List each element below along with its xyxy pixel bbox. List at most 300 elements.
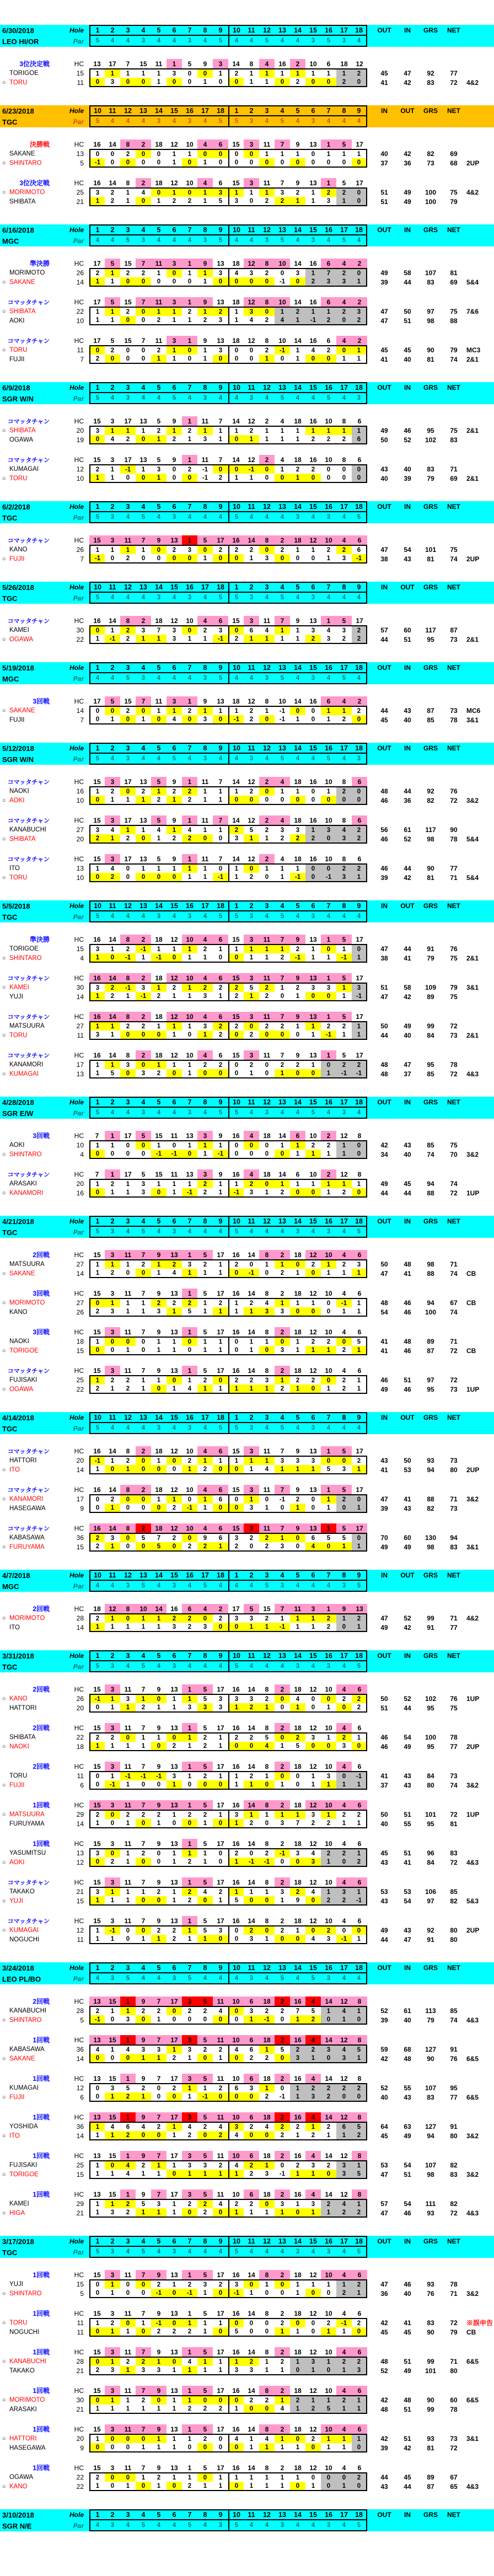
hc-stroke-cell: 1 xyxy=(182,1800,197,1810)
total-value: 47 xyxy=(404,69,411,77)
score-cell: 3 xyxy=(105,2208,120,2218)
player-name: NOGUCHI xyxy=(9,2328,40,2336)
score-cell: 1 xyxy=(197,2318,213,2327)
par-value: 4 xyxy=(352,36,367,47)
hc-stroke-cell: 18 xyxy=(294,816,302,824)
score-cell: 1 xyxy=(290,1504,305,1513)
player-name: TORU xyxy=(9,874,28,881)
hole-number: 10 xyxy=(89,1570,105,1581)
hc-stroke-cell: 8 xyxy=(265,2464,269,2472)
hc-stroke-cell: 15 xyxy=(93,2309,101,2317)
score-cell: 1 xyxy=(336,2279,352,2289)
player-hc: 11 xyxy=(77,346,84,354)
player-name: MATSUURA xyxy=(9,1260,45,1268)
hole-number: 3 xyxy=(259,105,275,116)
par-value: 3 xyxy=(275,2520,290,2531)
score-cell: 0 xyxy=(228,1504,244,1513)
score-cell: 1 xyxy=(290,635,305,644)
hc-stroke-cell: 15 xyxy=(89,535,105,545)
player-hc: 15 xyxy=(76,1897,84,1905)
hc-stroke-cell: 11 xyxy=(263,1485,271,1494)
score-cell: 0 xyxy=(352,1494,367,1504)
score-cell: 2 xyxy=(197,1188,213,1198)
score-cell: 1 xyxy=(290,2170,305,2179)
hc-stroke-cell: 15 xyxy=(109,2074,116,2083)
score-cell: 1 xyxy=(105,307,120,316)
par-value: 5 xyxy=(89,36,105,47)
score-cell: 1 xyxy=(228,316,244,325)
hole-header-row xyxy=(0,582,494,593)
player-row xyxy=(0,1858,494,1867)
score-cell: 1 xyxy=(290,1925,305,1935)
match xyxy=(0,2347,494,2375)
hc-stroke-cell: 14 xyxy=(248,1762,255,1770)
hole-number: 17 xyxy=(336,2236,352,2247)
hc-stroke-cell: 15 xyxy=(93,1762,101,1770)
score-cell: 0 xyxy=(321,158,336,168)
total-value: 47 xyxy=(380,316,388,325)
hc-stroke-cell: 10 xyxy=(182,1012,197,1021)
score-cell: 1 xyxy=(275,2366,290,2375)
total-value: 72 xyxy=(450,1189,458,1197)
score-cell: 0 xyxy=(321,2289,336,2298)
total-value: 97 xyxy=(427,1897,434,1905)
hc-stroke-cell: 7 xyxy=(136,297,151,307)
par-value: 5 xyxy=(352,2520,367,2531)
score-cell: 2 xyxy=(213,1887,228,1896)
hole-number: 1 xyxy=(89,1097,105,1108)
score-cell: 2 xyxy=(182,1623,197,1632)
total-value: 117 xyxy=(425,626,436,634)
match-label: 3回戦 xyxy=(33,1132,50,1140)
score-cell: 0 xyxy=(290,1069,305,1078)
score-cell: 1 xyxy=(105,2092,120,2102)
score-cells xyxy=(89,187,367,197)
score-cell: 1 xyxy=(228,2170,244,2179)
score-cell: 0 xyxy=(136,1780,151,1790)
hole-number: 4 xyxy=(136,501,151,512)
hc-stroke-cell: 1 xyxy=(187,2309,192,2317)
hc-stroke-cell: 8 xyxy=(249,60,254,68)
score-cell: 1 xyxy=(105,944,120,953)
hc-stroke-cell: 17 xyxy=(217,1724,224,1732)
score-cell: 1 xyxy=(228,1819,244,1828)
score-cell: 2 xyxy=(136,2006,151,2015)
scorecard-block xyxy=(0,2509,494,2531)
score-cell: 1 xyxy=(182,863,197,873)
total-value: 54 xyxy=(404,1897,411,1905)
score-cell: 2 xyxy=(213,1298,228,1307)
score-cell: 1 xyxy=(136,635,151,644)
score-cell: 3 xyxy=(305,2160,321,2170)
score-cell: 2 xyxy=(275,1925,290,1935)
total-value: 82 xyxy=(450,2161,458,2169)
hc-row xyxy=(0,535,494,545)
player-row xyxy=(0,1935,494,1944)
par-value: 4 xyxy=(352,1108,367,1119)
player-cell xyxy=(0,2171,53,2178)
score-cell: 1 xyxy=(167,825,182,834)
hc-cells xyxy=(89,1050,367,1060)
hc-stroke-cell: 7 xyxy=(136,2386,151,2395)
match xyxy=(0,1366,494,1394)
player-row xyxy=(0,944,494,953)
score-cell: 1 xyxy=(352,2434,367,2443)
hole-number: 17 xyxy=(197,1412,213,1423)
player-name: TORIGOE xyxy=(9,2171,39,2178)
hole-number: 1 xyxy=(89,1216,105,1227)
hole-header-row xyxy=(0,382,494,393)
score-cell: 0 xyxy=(352,1742,367,1751)
score-cell: 2 xyxy=(151,1887,167,1896)
score-cell: 0 xyxy=(182,625,197,635)
hc-stroke-cell: 8 xyxy=(120,1485,136,1494)
player-row xyxy=(0,1337,494,1346)
par-value: 3 xyxy=(197,754,213,765)
hc-stroke-cell: 10 xyxy=(232,2190,240,2198)
total-value: 78 xyxy=(450,2280,458,2288)
player-name: TORU xyxy=(9,346,28,353)
score-cell: 0 xyxy=(182,1780,197,1790)
total-value: 89 xyxy=(427,992,434,1001)
score-cell: -1 xyxy=(105,1925,120,1935)
player-hc: 15 xyxy=(76,69,84,77)
score-cell: 0 xyxy=(120,2289,136,2298)
hole-number: 13 xyxy=(275,1962,290,1973)
hole-number: 15 xyxy=(167,1412,182,1423)
hc-stroke-cell: 13 xyxy=(139,855,147,863)
score-cell: 3 xyxy=(151,2199,167,2208)
hc-cells xyxy=(89,777,367,786)
score-cell: 1 xyxy=(321,715,336,724)
hc-stroke-cell: 12 xyxy=(309,1839,317,1848)
total-value: 72 xyxy=(450,796,458,804)
score-cell: 5 xyxy=(136,1533,151,1542)
hc-stroke-cell: 5 xyxy=(197,2270,213,2279)
score-cell: 1 xyxy=(290,435,305,444)
hc-stroke-cell: 2 xyxy=(280,1917,284,1925)
hc-stroke-cell: 1 xyxy=(182,815,197,825)
score-cell: 0 xyxy=(167,2318,182,2327)
score-cell: 4 xyxy=(120,2170,136,2179)
total-value: 54 xyxy=(404,545,411,554)
score-cell: 0 xyxy=(197,2054,213,2063)
player-name: NAOKI xyxy=(9,1743,29,1750)
score-cell: 1 xyxy=(213,825,228,834)
par-value: 4 xyxy=(182,393,197,404)
score-cell: 0 xyxy=(136,1819,151,1828)
hc-stroke-cell: 12 xyxy=(170,1051,178,1059)
hc-stroke-cell: 17 xyxy=(217,1878,224,1886)
hole-label: Hole xyxy=(69,1098,84,1106)
score-cell: 1 xyxy=(336,1179,352,1188)
result-text: 5&4 xyxy=(466,873,479,882)
player-name: SAKANE xyxy=(9,150,35,157)
player-cell xyxy=(0,994,53,1000)
score-cell: 0 xyxy=(136,1896,151,1906)
score-cell: 2 xyxy=(352,706,367,715)
score-cell: 3 xyxy=(105,2366,120,2375)
player-hc: 15 xyxy=(76,944,84,953)
hc-stroke-cell: 8 xyxy=(126,1447,130,1455)
score-cell: 1 xyxy=(336,1150,352,1159)
score-cell: 0 xyxy=(352,474,367,483)
hole-header-row xyxy=(0,1962,494,1973)
hole-number: 11 xyxy=(105,105,120,116)
score-cell: -1 xyxy=(336,953,352,963)
total-value: 51 xyxy=(404,2405,411,2413)
hole-number: 11 xyxy=(244,25,259,36)
score-cell: 1 xyxy=(167,2160,182,2170)
hole-number: 6 xyxy=(167,662,182,673)
score-cell: 1 xyxy=(352,1269,367,1278)
hc-label: HC xyxy=(74,536,84,544)
hole-number: 17 xyxy=(336,662,352,673)
score-cell: 1 xyxy=(290,2357,305,2366)
hc-stroke-cell: 15 xyxy=(263,1604,271,1613)
hc-stroke-cell: 6 xyxy=(357,855,362,863)
par-value: 4 xyxy=(336,1227,352,1238)
hole-number: 1 xyxy=(89,1650,105,1661)
score-cell: 0 xyxy=(305,554,321,564)
total-value: 69 xyxy=(450,474,458,482)
total-value: 52 xyxy=(404,835,411,843)
hole-number: 9 xyxy=(213,743,228,754)
hc-stroke-cell: 14 xyxy=(248,1878,255,1886)
hc-stroke-cell: 5 xyxy=(336,1012,352,1021)
hc-stroke-cell: 3 xyxy=(105,1250,120,1259)
score-cell: 2 xyxy=(167,1742,182,1751)
score-cell: 1 xyxy=(105,277,120,287)
hc-row xyxy=(0,1446,494,1456)
total-value: 76 xyxy=(450,1694,458,1703)
hc-stroke-cell: 18 xyxy=(294,455,302,464)
score-cell: 2 xyxy=(228,1259,244,1269)
hc-stroke-cell: 3 xyxy=(197,1169,213,1179)
score-cell: 1 xyxy=(290,1269,305,1278)
score-cell: 4 xyxy=(136,2122,151,2131)
score-cell: 1 xyxy=(167,2122,182,2131)
hole-number: 5 xyxy=(151,1097,167,1108)
score-cell: 1 xyxy=(151,1179,167,1188)
result-text: CB xyxy=(466,1269,476,1278)
score-cell: 1 xyxy=(321,1780,336,1790)
hc-stroke-cell: 15 xyxy=(109,2190,116,2198)
score-cell: 2 xyxy=(197,2044,213,2054)
player-hc: 20 xyxy=(76,426,84,434)
total-value: 75 xyxy=(450,545,458,554)
par-value: 4 xyxy=(352,593,367,604)
score-cell: 1 xyxy=(259,863,275,873)
par-value: 3 xyxy=(321,2520,336,2531)
hole-number: 10 xyxy=(228,1097,244,1108)
score-cell: 1 xyxy=(259,1456,275,1465)
total-value: 69 xyxy=(450,278,458,286)
player-name: OGAWA xyxy=(9,636,34,643)
par-value: 4 xyxy=(290,1423,305,1434)
hc-stroke-cell: 13 xyxy=(170,1685,178,1693)
score-cell: 3 xyxy=(105,1307,120,1317)
par-value: 4 xyxy=(275,2247,290,2258)
player-hc: 5 xyxy=(80,2016,84,2024)
hole-number: 10 xyxy=(89,900,105,911)
winner-mark: ○ xyxy=(2,707,6,714)
par-value: 4 xyxy=(352,1423,367,1434)
hc-stroke-cell: 10 xyxy=(228,1997,244,2006)
match-label: 1回戦 xyxy=(33,2310,50,2317)
hc-stroke-cell: 11 xyxy=(213,2112,228,2122)
hole-number: 16 xyxy=(182,1570,197,1581)
hc-cells xyxy=(89,139,367,149)
total-value: 83 xyxy=(427,78,434,87)
hc-stroke-cell: 14 xyxy=(232,816,240,824)
score-cells xyxy=(89,1375,367,1384)
score-cell: 1 xyxy=(352,149,367,158)
hc-stroke-cell: 2 xyxy=(352,336,367,345)
hc-stroke-cell: 2 xyxy=(136,973,151,983)
score-cell: 3 xyxy=(120,2015,136,2025)
score-cell: 2 xyxy=(259,2054,275,2063)
hole-number: 15 xyxy=(305,1216,321,1227)
par-value: 4 xyxy=(290,393,305,404)
score-cell: 1 xyxy=(151,435,167,444)
hc-stroke-cell: 10 xyxy=(325,1289,332,1297)
score-cell: 0 xyxy=(305,1703,321,1713)
par-cells xyxy=(89,1973,367,1984)
match-label: 準決勝 xyxy=(29,936,50,943)
hc-stroke-cell: 3 xyxy=(244,1050,259,1060)
score-cell: 2 xyxy=(213,307,228,316)
total-value: 93 xyxy=(427,1456,434,1464)
player-hc: 16 xyxy=(76,787,84,795)
hc-label: HC xyxy=(74,616,84,625)
total-value: 47 xyxy=(380,2209,388,2217)
total-value: 73 xyxy=(450,1385,458,1393)
score-cell: 1 xyxy=(136,545,151,554)
score-cell: 0 xyxy=(290,1307,305,1317)
hc-label: HC xyxy=(74,2151,84,2160)
hc-stroke-cell: 1 xyxy=(120,2035,136,2044)
score-cell: 0 xyxy=(89,2092,105,2102)
player-row xyxy=(0,1533,494,1542)
score-cell: 0 xyxy=(105,1465,120,1474)
total-value: 87 xyxy=(450,626,458,634)
score-cell: 0 xyxy=(305,1925,321,1935)
hc-stroke-cell: 5 xyxy=(197,2112,213,2122)
score-cell: 1 xyxy=(244,834,259,844)
score-cells xyxy=(89,2472,367,2482)
total-value: 99 xyxy=(427,1022,434,1030)
hc-stroke-cell: 15 xyxy=(93,816,101,824)
hc-label: HC xyxy=(74,417,84,425)
hc-row xyxy=(0,2074,494,2083)
match xyxy=(0,2309,494,2337)
score-cell: 1 xyxy=(182,2472,197,2482)
player-row xyxy=(0,1188,494,1198)
player-cell xyxy=(0,2133,53,2139)
hc-stroke-cell: 9 xyxy=(218,1170,223,1178)
hc-stroke-cell: 18 xyxy=(232,259,240,267)
hc-stroke-cell: 12 xyxy=(248,855,255,863)
hole-number: 12 xyxy=(259,25,275,36)
player-row xyxy=(0,426,494,435)
totals-header: GRS xyxy=(423,902,438,910)
score-cell: 0 xyxy=(259,2327,275,2337)
score-cell: 2 xyxy=(290,464,305,474)
winner-mark: ○ xyxy=(2,1926,6,1934)
total-value: 78 xyxy=(450,835,458,843)
score-cell: 0 xyxy=(305,1269,321,1278)
score-cell: 1 xyxy=(182,2083,197,2092)
totals-header: OUT xyxy=(377,2511,391,2519)
score-cell: 3 xyxy=(151,464,167,474)
player-hc: 20 xyxy=(76,1179,84,1188)
par-value: 4 xyxy=(290,36,305,47)
score-cell: 0 xyxy=(275,1504,290,1513)
score-cell: 1 xyxy=(244,2208,259,2218)
hc-stroke-cell: 17 xyxy=(124,777,132,786)
par-value: 5 xyxy=(213,911,228,922)
match xyxy=(0,2112,494,2140)
player-row xyxy=(0,1780,494,1790)
hc-stroke-cell: 14 xyxy=(248,2309,255,2317)
score-cell: 1 xyxy=(120,187,136,197)
score-cells xyxy=(89,863,367,873)
course-label: TGC xyxy=(2,2248,18,2257)
score-cell: 1 xyxy=(167,1896,182,1906)
hc-stroke-cell: 16 xyxy=(232,2464,240,2472)
hc-stroke-cell: 11 xyxy=(263,179,271,187)
hc-stroke-cell: 12 xyxy=(170,616,178,625)
score-cell: 1 xyxy=(151,2160,167,2170)
hole-number: 12 xyxy=(259,2236,275,2247)
hc-row xyxy=(0,336,494,345)
score-cell: 1 xyxy=(151,1732,167,1742)
score-cell: 0 xyxy=(105,1848,120,1858)
hole-number: 18 xyxy=(352,2509,367,2520)
hc-stroke-cell: 14 xyxy=(248,1251,255,1259)
score-cell: 1 xyxy=(259,1623,275,1632)
score-cell: -1 xyxy=(275,1494,290,1504)
player-hc: 12 xyxy=(76,1858,84,1866)
hc-stroke-cell: 14 xyxy=(248,2271,255,2279)
par-value: 4 xyxy=(197,1423,213,1434)
score-cell: 1 xyxy=(275,1140,290,1150)
score-cell: 5 xyxy=(244,825,259,834)
hc-stroke-cell: 7 xyxy=(151,2035,167,2044)
score-cell: 2 xyxy=(259,1021,275,1031)
total-value: 95 xyxy=(427,635,434,643)
total-value: 52 xyxy=(404,1694,411,1703)
total-value: 79 xyxy=(450,197,458,206)
score-cell: 0 xyxy=(120,355,136,364)
par-value: 5 xyxy=(89,512,105,523)
result-text: 4&2 xyxy=(466,78,479,87)
par-value: 3 xyxy=(259,673,275,684)
score-cell: 2 xyxy=(244,1819,259,1828)
hole-label: Hole xyxy=(69,226,84,234)
match-label: コマッタチャン xyxy=(7,457,50,464)
player-cell xyxy=(0,1457,53,1464)
hc-stroke-cell: 1 xyxy=(321,935,336,944)
score-cell: 9 xyxy=(197,1533,213,1542)
total-value: 45 xyxy=(404,2473,411,2481)
result-text: 2&1 xyxy=(466,426,479,434)
score-cell: 0 xyxy=(89,1494,105,1504)
score-cell: 1 xyxy=(213,1140,228,1150)
score-cell: 0 xyxy=(89,2327,105,2337)
winner-mark: ○ xyxy=(2,1151,6,1158)
